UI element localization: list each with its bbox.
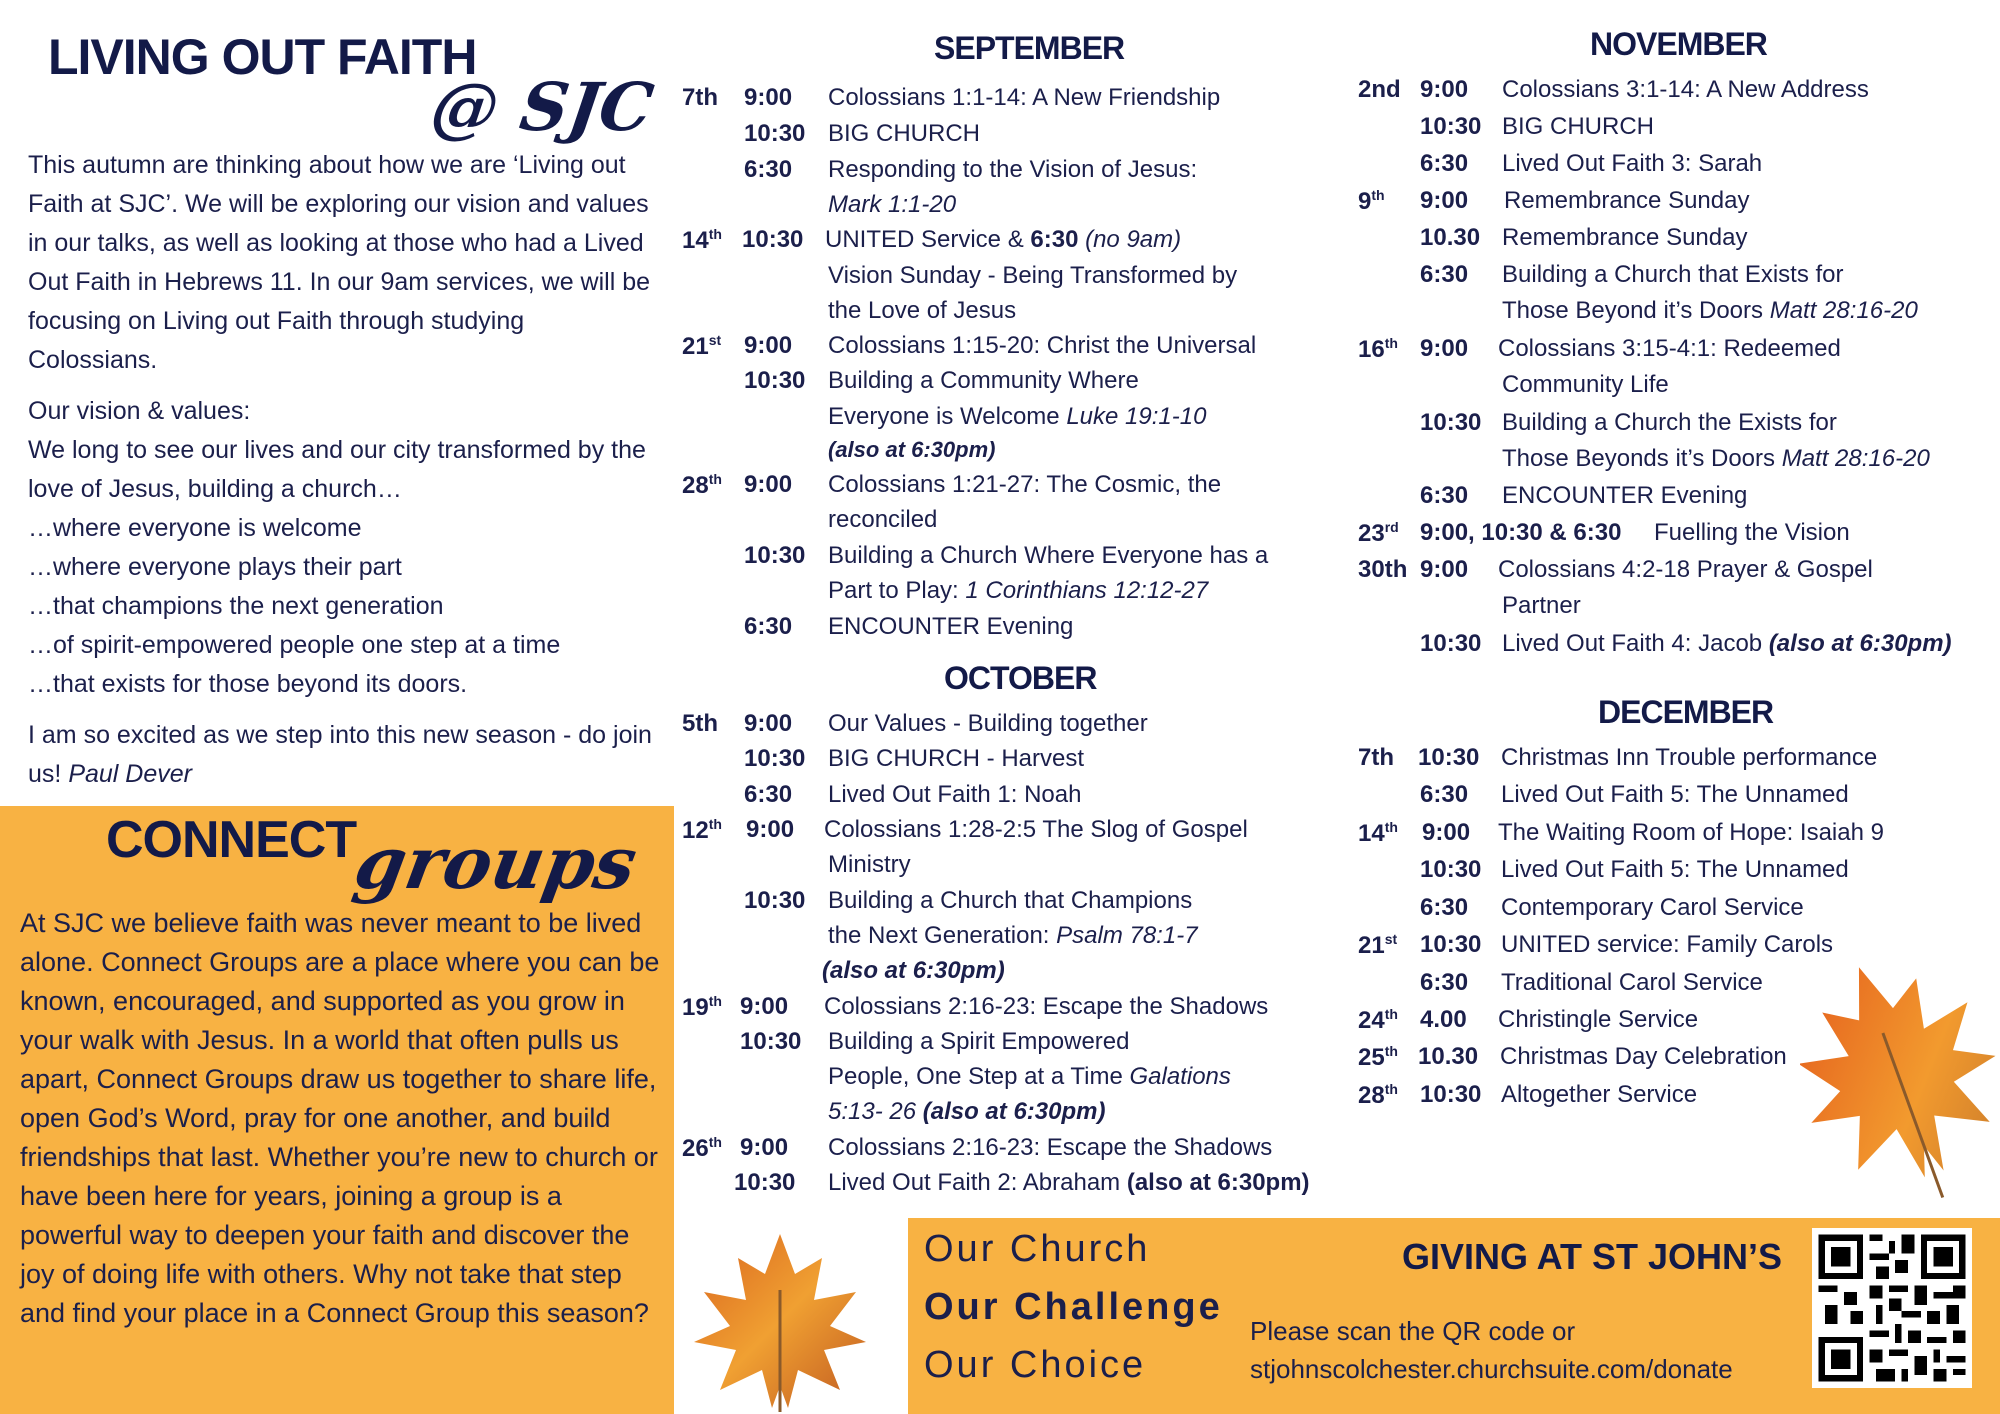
time: 9:00 <box>744 710 793 737</box>
day: 21st <box>1358 931 1398 959</box>
time: 10:30 <box>742 226 804 253</box>
time: 10:30 <box>740 1028 802 1055</box>
event: ENCOUNTER Evening <box>1502 482 1748 509</box>
giving-title: GIVING AT ST JOHN’S <box>1402 1236 1783 1277</box>
event-line: Vision Sunday - Being Transformed by <box>828 262 1238 289</box>
day: 19th <box>682 993 722 1021</box>
event-line: reconciled <box>828 506 938 533</box>
event: Building a Church that Champions <box>828 887 1193 914</box>
day: 7th <box>682 84 718 111</box>
event: Christmas Inn Trouble performance <box>1501 744 1878 771</box>
time: 6:30 <box>1420 894 1469 921</box>
event: Colossians 1:21-27: The Cosmic, the <box>828 471 1222 498</box>
time: 10:30 <box>734 1169 796 1196</box>
event: Building a Church Where Everyone has a <box>828 542 1269 569</box>
day: 21st <box>682 332 722 360</box>
also-note: (also at 6:30pm) <box>822 957 1005 984</box>
time: 6:30 <box>744 781 793 808</box>
event: Lived Out Faith 1: Noah <box>828 781 1082 808</box>
day: 26th <box>682 1134 722 1162</box>
time: 10:30 <box>744 887 806 914</box>
time: 6:30 <box>1420 261 1469 288</box>
day: 23rd <box>1358 519 1399 547</box>
connect-body: At SJC we believe faith was never meant to be lived alone. Connect Groups are a place where you can be known, encouraged, and supported as you grow in your walk with Jesus. In a world that often pulls us apart, Connect Groups draw us together to share life, open God’s Word, pray for one another, and build friendships that last. Whether you’re new to church or have been here for years, joining a group is a powerful way to deepen your faith and discover the joy of doing life with others. Why not take that step and find your place in a Connect Group this season? <box>20 908 660 1328</box>
event: Our Values - Building together <box>828 710 1148 737</box>
day: 14th <box>1358 819 1398 847</box>
closing-paragraph <box>28 716 658 794</box>
time: 9:00 <box>746 816 795 843</box>
vision-line: …of spirit-empowered people one step at a time <box>28 631 561 659</box>
event-line: Part to Play: 1 Corinthians 12:12-27 <box>828 577 1209 604</box>
time: 9:00 <box>740 993 789 1020</box>
event: BIG CHURCH <box>1502 113 1655 140</box>
day: 2nd <box>1358 76 1401 103</box>
event-line: the Love of Jesus <box>828 297 1017 324</box>
event-line: Ministry <box>828 851 911 878</box>
event: BIG CHURCH <box>828 120 981 147</box>
event: Lived Out Faith 3: Sarah <box>1502 150 1763 177</box>
time: 9:00, 10:30 & 6:30 <box>1420 519 1622 546</box>
day: 5th <box>682 710 718 737</box>
time: 9:00 <box>1420 187 1469 214</box>
intro-section <box>28 146 658 806</box>
intro-paragraph: This autumn are thinking about how we are ‘Living out Faith at SJC’. We will be exploring our vision and values in our talks, as well as looking at those who had a Lived Out Faith in Hebrews 11. In our 9am services, we will be focusing on Living out Faith through studying Colossians. <box>28 151 651 374</box>
event: Responding to the Vision of Jesus: <box>828 156 1198 183</box>
vision-line: …where everyone is welcome <box>28 514 362 542</box>
our-choice: Our Choice <box>924 1344 1147 1386</box>
event: Building a Community Where <box>828 367 1139 394</box>
signature: Paul Dever <box>68 760 192 788</box>
vision-line: …that champions the next generation <box>28 592 444 620</box>
time: 10:30 <box>1418 744 1480 771</box>
event: Colossians 3:1-14: A New Address <box>1502 76 1869 103</box>
time: 6:30 <box>744 156 793 183</box>
september-schedule <box>682 84 1342 664</box>
month-september: SEPTEMBER <box>934 30 1125 66</box>
time: 9:00 <box>740 1134 789 1161</box>
event: Colossians 1:28-2:5 The Slog of Gospel <box>824 816 1248 843</box>
event: Lived Out Faith 5: The Unnamed <box>1501 781 1849 808</box>
event: Colossians 1:15-20: Christ the Universal <box>828 332 1257 359</box>
day: 25th <box>1358 1043 1398 1071</box>
event: Colossians 1:1-14: A New Friendship <box>828 84 1221 111</box>
time: 10:30 <box>744 542 806 569</box>
event: Colossians 2:16-23: Escape the Shadows <box>828 1134 1273 1161</box>
event: Building a Spirit Empowered <box>828 1028 1130 1055</box>
november-schedule <box>1358 76 1998 676</box>
time: 10:30 <box>1420 856 1482 883</box>
connect-groups-panel <box>0 806 674 1414</box>
vision-line: …that exists for those beyond its doors. <box>28 670 468 698</box>
event-line: Those Beyond it’s Doors Matt 28:16-20 <box>1502 297 1918 324</box>
page-title-script: @ SJC <box>426 68 658 146</box>
time: 9:00 <box>1422 819 1471 846</box>
day: 24th <box>1358 1006 1398 1034</box>
event: Lived Out Faith 2: Abraham (also at 6:30pm) <box>828 1169 1310 1196</box>
vision-line: We long to see our lives and our city transformed by the love of Jesus, building a church… <box>28 436 646 503</box>
time: 9:00 <box>1420 335 1469 362</box>
event: Fuelling the Vision <box>1654 519 1850 546</box>
time: 10:30 <box>1420 1081 1482 1108</box>
page-title: LIVING OUT FAITH <box>48 29 477 85</box>
event: Colossians 2:16-23: Escape the Shadows <box>824 993 1269 1020</box>
time: 10:30 <box>1420 630 1482 657</box>
event: Remembrance Sunday <box>1504 187 1750 214</box>
event: Building a Church the Exists for <box>1502 409 1837 436</box>
event-line: Community Life <box>1502 371 1669 398</box>
event: Colossians 4:2-18 Prayer & Gospel <box>1498 556 1873 583</box>
time: 6:30 <box>744 613 793 640</box>
maple-leaf-icon <box>1800 950 2000 1210</box>
time: 10:30 <box>1420 409 1482 436</box>
time: 10:30 <box>1420 113 1482 140</box>
time: 9:00 <box>1420 556 1469 583</box>
event: Christmas Day Celebration <box>1500 1043 1787 1070</box>
time: 10:30 <box>744 120 806 147</box>
event: Christingle Service <box>1498 1006 1699 1033</box>
event: Traditional Carol Service <box>1501 969 1763 996</box>
connect-title: CONNECT <box>106 811 357 869</box>
maple-leaf-icon <box>680 1230 880 1414</box>
time: 9:00 <box>1420 76 1469 103</box>
connect-script: groups <box>348 820 644 905</box>
vision-line: …where everyone plays their part <box>28 553 402 581</box>
october-schedule <box>682 710 1342 1210</box>
event: Lived Out Faith 4: Jacob (also at 6:30pm) <box>1502 630 1952 657</box>
event-line: 5:13- 26 (also at 6:30pm) <box>828 1098 1106 1125</box>
month-october: OCTOBER <box>944 660 1097 696</box>
event: The Waiting Room of Hope: Isaiah 9 <box>1498 819 1884 846</box>
qr-code-icon[interactable] <box>1812 1228 1972 1388</box>
time: 6:30 <box>1420 781 1469 808</box>
event: Lived Out Faith 5: The Unnamed <box>1501 856 1849 883</box>
time: 10:30 <box>1420 931 1482 958</box>
time: 10.30 <box>1420 224 1481 251</box>
event: Remembrance Sunday <box>1502 224 1748 251</box>
time: 9:00 <box>744 471 793 498</box>
giving-text <box>1250 1312 1733 1388</box>
our-church: Our Church <box>924 1228 1151 1270</box>
event: BIG CHURCH - Harvest <box>828 745 1085 772</box>
event-line: the Next Generation: Psalm 78:1-7 <box>828 922 1198 949</box>
time: 4.00 <box>1420 1006 1467 1033</box>
event: Contemporary Carol Service <box>1501 894 1804 921</box>
event: UNITED service: Family Carols <box>1501 931 1834 958</box>
giving-url[interactable]: stjohnscolchester.churchsuite.com/donate <box>1250 1354 1733 1384</box>
event-line: Those Beyonds it’s Doors Matt 28:16-20 <box>1502 445 1930 472</box>
time: 10:30 <box>744 745 806 772</box>
event: ENCOUNTER Evening <box>828 613 1074 640</box>
day: 16th <box>1358 335 1398 363</box>
day: 12th <box>682 816 722 844</box>
giving-instruction: Please scan the QR code or <box>1250 1316 1576 1346</box>
vision-heading: Our vision & values: <box>28 397 251 425</box>
time: 6:30 <box>1420 969 1469 996</box>
event: Building a Church that Exists for <box>1502 261 1844 288</box>
time: 10.30 <box>1418 1043 1479 1070</box>
our-challenge: Our Challenge <box>924 1286 1223 1328</box>
vision-block <box>28 392 658 704</box>
event: Altogether Service <box>1501 1081 1698 1108</box>
giving-panel <box>908 1218 2000 1414</box>
also-note: (also at 6:30pm) <box>828 437 996 462</box>
event-line: Everyone is Welcome Luke 19:1-10 <box>828 403 1207 430</box>
closing-text: I am so excited as we step into this new season - do join us! <box>28 721 652 788</box>
time: 6:30 <box>1420 150 1469 177</box>
day: 7th <box>1358 744 1394 771</box>
event: Colossians 3:15-4:1: Redeemed <box>1498 335 1841 362</box>
event: UNITED Service & 6:30 (no 9am) <box>825 226 1182 253</box>
day: 30th <box>1358 556 1408 583</box>
month-november: NOVEMBER <box>1590 26 1767 62</box>
time: 9:00 <box>744 84 793 111</box>
time: 9:00 <box>744 332 793 359</box>
day: 9th <box>1358 187 1385 215</box>
event-line: Partner <box>1502 592 1581 619</box>
event-line: People, One Step at a Time Galations <box>828 1063 1231 1090</box>
time: 6:30 <box>1420 482 1469 509</box>
month-december: DECEMBER <box>1598 694 1774 730</box>
day: 14th <box>682 226 722 254</box>
day: 28th <box>1358 1081 1398 1109</box>
day: 28th <box>682 471 722 499</box>
scripture-ref: Mark 1:1-20 <box>828 191 957 218</box>
time: 10:30 <box>744 367 806 394</box>
